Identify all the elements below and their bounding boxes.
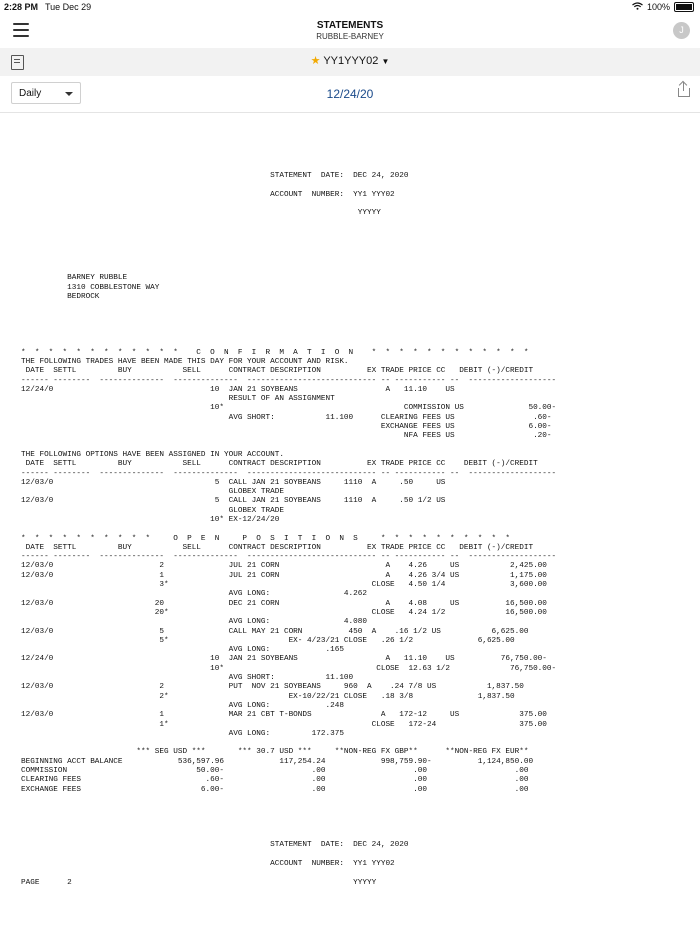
statement-line: DATE SETTL BUY SELL CONTRACT DESCRIPTION EX TRADE PRICE CC DEBIT (-)/CREDIT [21, 460, 538, 469]
battery-icon [674, 2, 694, 12]
statement-line [21, 237, 691, 246]
app-header [0, 14, 700, 48]
avatar[interactable]: J [673, 22, 690, 39]
statement-line [21, 218, 691, 227]
status-bar [0, 0, 700, 14]
statement-document [21, 172, 691, 888]
statement-line [21, 795, 691, 804]
statement-line: AVG SHORT: 11.100 [21, 674, 354, 683]
statement-line [21, 869, 691, 878]
statement-line: 12/03/0 2 PUT NOV 21 SOYBEANS 960 A .24 7/8 US 1,837.50 [21, 683, 524, 692]
statement-line: BEDROCK [21, 292, 100, 301]
statement-line: STATEMENT DATE: DEC 24, 2020 [21, 841, 409, 850]
star-icon: ★ [310, 55, 321, 67]
page-title: STATEMENTS [316, 20, 384, 31]
statement-line: 20* CLOSE 4.24 1/2 16,500.00 [21, 608, 547, 617]
statement-line: COMMISSION 50.00- .00 .00 .00 [21, 767, 529, 775]
status-right [632, 2, 694, 12]
statement-line: 1310 COBBLESTONE WAY [21, 283, 160, 292]
statement-line [21, 804, 691, 813]
statement-line: EXCHANGE FEES 6.00- .00 .00 .00 [21, 785, 529, 794]
statement-line [21, 311, 691, 320]
statement-line: AVG LONG: 172.375 [21, 729, 344, 738]
account-toolbar [0, 48, 700, 76]
statement-line: AVG LONG: 4.080 [21, 618, 367, 627]
page-subtitle: RUBBLE-BARNEY [316, 32, 384, 41]
status-date: Tue Dec 29 [45, 2, 92, 12]
wifi-icon [632, 2, 643, 12]
statement-line: NFA FEES US .20- [21, 432, 552, 441]
statement-line [21, 246, 691, 255]
statement-line [21, 265, 691, 274]
statement-line: RESULT OF AN ASSIGNMENT [21, 395, 335, 404]
statement-line: AVG LONG: 4.262 [21, 590, 367, 599]
statement-line: 3* CLOSE 4.50 1/4 3,600.00 [21, 581, 547, 590]
statement-line: ------ -------- -------------- -------------- ---------------------------- -- ----------- -- ------------------- [21, 376, 557, 385]
account-selector[interactable] [0, 54, 700, 67]
statement-line: ACCOUNT NUMBER: YY1 YYY02 [21, 190, 395, 199]
statement-line: THE FOLLOWING TRADES HAVE BEEN MADE THIS DAY FOR YOUR ACCOUNT AND RISK. [21, 357, 349, 366]
statement-line [21, 832, 691, 841]
statement-line: DATE SETTL BUY SELL CONTRACT DESCRIPTION EX TRADE PRICE CC DEBIT (-)/CREDIT [21, 367, 534, 376]
statement-line: 12/03/0 2 JUL 21 CORN A 4.26 US 2,425.00 [21, 562, 547, 571]
statement-line: AVG LONG: .165 [21, 646, 344, 655]
statement-line: * * * * * * * * * * * * C O N F I R M A T I O N * * * * * * * * * * * * [21, 348, 529, 357]
statement-line: GLOBEX TRADE [21, 488, 284, 497]
statement-line: ------ -------- -------------- -------------- ---------------------------- -- ----------- -- ------------------- [21, 469, 557, 478]
statement-line: 10* COMMISSION US 50.00- [21, 404, 557, 413]
statement-line: 10* CLOSE 12.63 1/2 76,750.00- [21, 664, 557, 673]
statement-line: CLEARING FEES .60- .00 .00 .00 [21, 776, 529, 785]
statement-line [21, 851, 691, 860]
statement-line: ACCOUNT NUMBER: YY1 YYY02 [21, 859, 395, 868]
statement-line [21, 739, 691, 748]
statement-line [21, 200, 691, 209]
statement-line: YYYYY [21, 209, 381, 218]
statement-line: 12/03/0 1 JUL 21 CORN A 4.26 3/4 US 1,175.00 [21, 571, 547, 580]
period-label: Daily [19, 88, 42, 99]
statement-line: 12/03/0 5 CALL JAN 21 SOYBEANS 1110 A .50 1/2 US [21, 497, 446, 506]
statement-line [21, 813, 691, 822]
statement-line [21, 823, 691, 832]
statement-line: PAGE 2 YYYYY [21, 878, 377, 887]
statement-line [21, 330, 691, 339]
battery-percent: 100% [646, 2, 670, 12]
statement-subbar [0, 76, 700, 113]
statement-line [21, 339, 691, 348]
account-number: YY1YYY02 [323, 55, 379, 67]
statement-date[interactable]: 12/24/20 [326, 87, 374, 101]
statement-line: 2* EX-10/22/21 CLOSE .18 3/8 1,837.50 [21, 692, 515, 701]
statement-line: 12/03/0 1 MAR 21 CBT T-BONDS A 172-12 US 375.00 [21, 711, 547, 720]
statement-line: * * * * * * * * * * O P E N P O S I T I O N S * * * * * * * * * * [21, 534, 511, 543]
statement-line: 1* CLOSE 172-24 375.00 [21, 720, 547, 729]
statement-line: 10* EX-12/24/20 [21, 515, 280, 524]
statement-line: DATE SETTL BUY SELL CONTRACT DESCRIPTION EX TRADE PRICE CC DEBIT (-)/CREDIT [21, 543, 534, 552]
statement-line [21, 442, 691, 451]
statement-line: 12/03/0 5 CALL JAN 21 SOYBEANS 1110 A .50 US [21, 478, 446, 487]
statement-line: 12/24/0 10 JAN 21 SOYBEANS A 11.10 US [21, 385, 455, 394]
statement-line: 5* EX- 4/23/21 CLOSE .26 1/2 6,625.00 [21, 636, 515, 645]
statement-line [21, 321, 691, 330]
statement-line: GLOBEX TRADE [21, 506, 284, 515]
statement-line: THE FOLLOWING OPTIONS HAVE BEEN ASSIGNED IN YOUR ACCOUNT. [21, 450, 284, 459]
statement-line [21, 525, 691, 534]
statement-line [21, 302, 691, 311]
statement-line: STATEMENT DATE: DEC 24, 2020 [21, 172, 409, 180]
statement-line: AVG LONG: .248 [21, 701, 344, 710]
statement-line: 12/03/0 5 CALL MAY 21 CORN 450 A .16 1/2 US 6,625.00 [21, 627, 529, 636]
statement-line: BEGINNING ACCT BALANCE 536,597.96 117,254.24 998,759.90- 1,124,850.00 [21, 757, 534, 766]
statement-line: AVG SHORT: 11.100 CLEARING FEES US .60- [21, 413, 552, 422]
statement-line [21, 228, 691, 237]
statement-line: EXCHANGE FEES US 6.00- [21, 423, 552, 432]
status-time: 2:28 PM [4, 2, 39, 12]
statement-line [21, 181, 691, 190]
statement-line: ------ -------- -------------- -------------- ---------------------------- -- ----------- -- ------------------- [21, 553, 557, 562]
statement-line: *** SEG USD *** *** 30.7 USD *** **NON-REG FX GBP** **NON-REG FX EUR** [21, 748, 529, 757]
statement-line: 12/03/0 20 DEC 21 CORN A 4.08 US 16,500.00 [21, 599, 547, 608]
share-icon[interactable] [678, 88, 690, 97]
statement-line: BARNEY RUBBLE [21, 274, 128, 283]
statement-line: 12/24/0 10 JAN 21 SOYBEANS A 11.10 US 76,750.00- [21, 655, 547, 664]
chevron-down-icon: ▼ [381, 57, 390, 66]
statement-line [21, 256, 691, 265]
